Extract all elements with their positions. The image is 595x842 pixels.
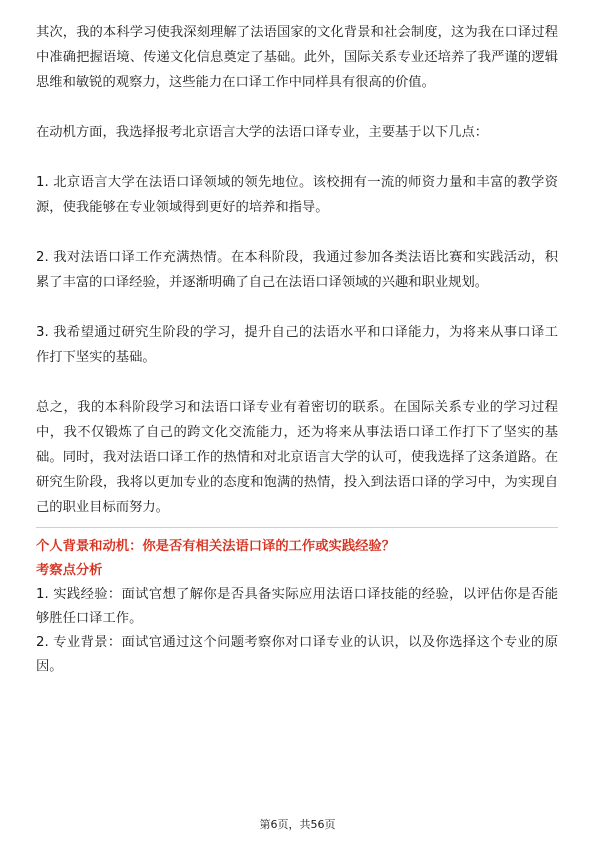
paragraph-gap (36, 220, 558, 245)
document-body (36, 20, 558, 679)
list-item: 1. 北京语言大学在法语口译领域的领先地位。该校拥有一流的师资力量和丰富的教学资源，使我能够在专业领域得到更好的培养和指导。 (36, 175, 558, 215)
paragraph-gap (36, 295, 558, 320)
list-item: 2. 我对法语口译工作充满热情。在本科阶段，我通过参加各类法语比赛和实践活动，积累了丰富的口译经验，并逐渐明确了自己在法语口译领域的兴趣和职业规划。 (36, 250, 558, 290)
analysis-item: 2. 专业背景：面试官通过这个问题考察你对口译专业的认识，以及你选择这个专业的原因。 (36, 635, 558, 674)
paragraph-gap (36, 145, 558, 170)
body-paragraph: 在动机方面，我选择报考北京语言大学的法语口译专业，主要基于以下几点： (36, 125, 489, 140)
paragraph-gap (36, 370, 558, 395)
list-item: 3. 我希望通过研究生阶段的学习，提升自己的法语水平和口译能力，为将来从事口译工作打下坚实的基础。 (36, 325, 558, 365)
body-paragraph: 其次，我的本科学习使我深刻理解了法语国家的文化背景和社会制度，这为我在口译过程中准确把握语境、传递文化信息奠定了基础。此外，国际关系专业还培养了我严谨的逻辑思维和敏锐的观察力，这些能力在口译工作中同样具有很高的价值。 (36, 25, 558, 90)
interview-question: 个人背景和动机：你是否有相关法语口译的工作或实践经验？ (36, 539, 396, 554)
section-divider (36, 527, 558, 528)
analysis-heading: 考察点分析 (36, 563, 103, 578)
body-paragraph: 总之，我的本科阶段学习和法语口译专业有着密切的联系。在国际关系专业的学习过程中，我不仅锻炼了自己的跨文化交流能力，还为将来从事法语口译工作打下了坚实的基础。同时，我对法语口译工作的热情和对北京语言大学的认可，使我选择了这条道路。在研究生阶段，我将以更加专业的态度和饱满的热情，投入到法语口译的学习中，为实现自己的职业目标而努力。 (36, 400, 558, 515)
analysis-item: 1. 实践经验：面试官想了解你是否具备实际应用法语口译技能的经验，以评估你是否能够胜任口译工作。 (36, 587, 558, 626)
paragraph-gap (36, 95, 558, 120)
page-footer: 第6页，共56页 (259, 818, 336, 831)
